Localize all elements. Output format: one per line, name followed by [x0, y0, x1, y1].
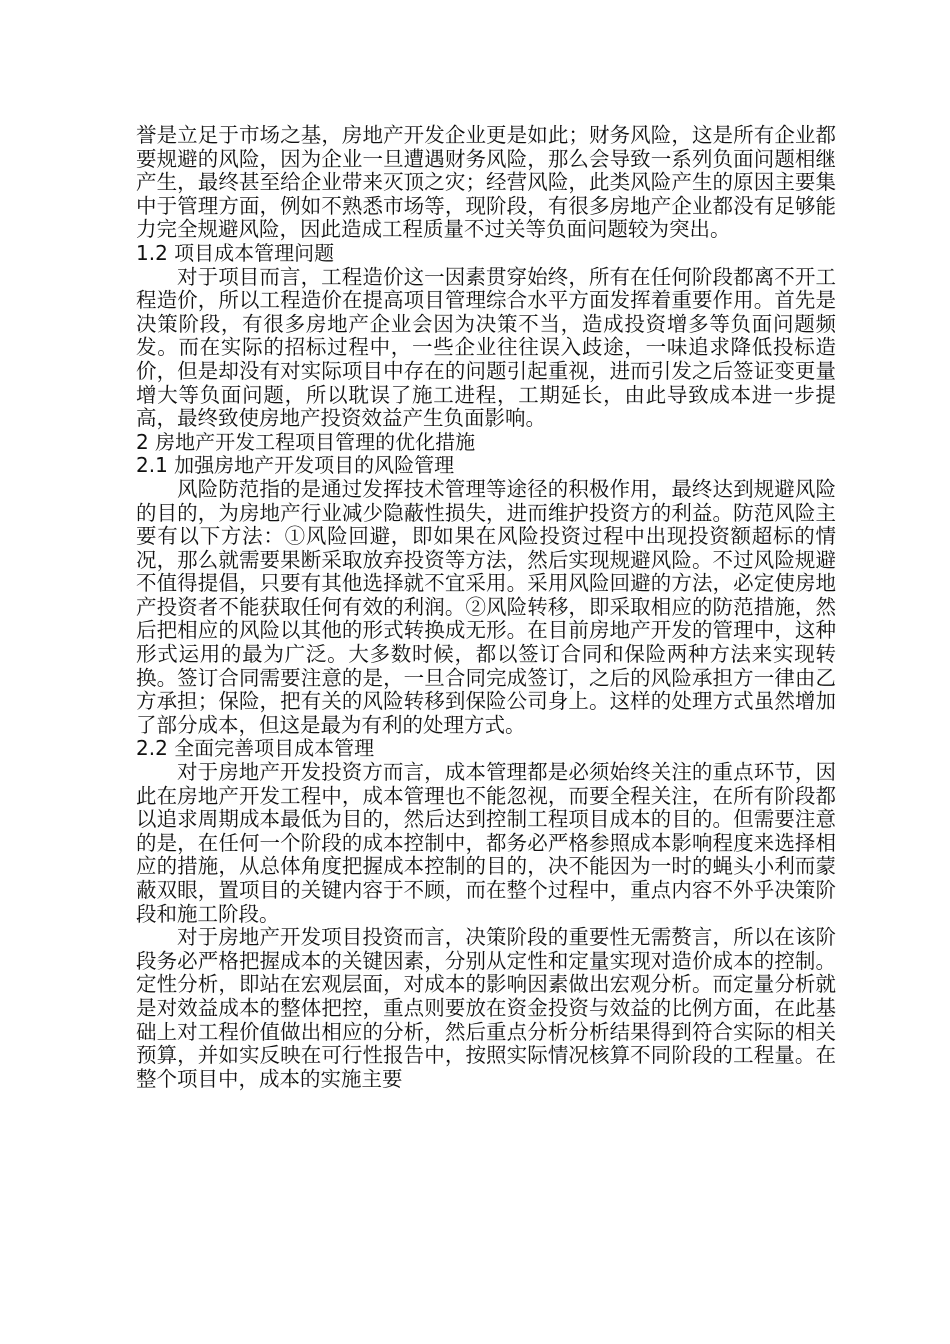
paragraph-project-cost-problems: 对于项目而言，工程造价这一因素贯穿始终，所有在任何阶段都离不开工程造价，所以工程造价在提高项目管理综合水平方面发挥着重要作用。首先是决策阶段，有很多房地产企业会因为决策不当，造成投资增多等负面问题频发。而在实际的招标过程中，一些企业往往误入歧途，一味追求降低投标造价，但是却没有对实际项目中存在的问题引起重视，进而引发之后签证变更量增大等负面问题，所以耽误了施工进程，工期延长，由此导致成本进一步提高，最终致使房地产投资效益产生负面影响。	[136, 264, 836, 431]
paragraph-decision-stage: 对于房地产开发项目投资而言，决策阶段的重要性无需赘言，所以在该阶段务必严格把握成本的关键因素，分别从定性和定量实现对造价成本的控制。定性分析，即站在宏观层面，对成本的影响因素做出宏观分析。而定量分析就是对效益成本的整体把控，重点则要放在资金投资与效益的比例方面，在此基础上对工程价值做出相应的分析，然后重点分析分析结果得到符合实际的相关预算，并如实反映在可行性报告中，按照实际情况核算不同阶段的工程量。在整个项目中，成本的实施主要	[136, 925, 836, 1091]
section-heading-2: 2 房地产开发工程项目管理的优化措施	[136, 429, 476, 454]
paragraph-risk-types-continued: 誉是立足于市场之基，房地产开发企业更是如此；财务风险，这是所有企业都要规避的风险，因为企业一旦遭遇财务风险，那么会导致一系列负面问题相继产生，最终甚至给企业带来灭顶之灾；经营风险，此类风险产生的原因主要集中于管理方面，例如不熟悉市场等，现阶段，有很多房地产企业都没有足够能力完全规避风险，因此造成工程质量不过关等负面问题较为突出。	[136, 123, 836, 242]
section-heading-2-1: 2.1 加强房地产开发项目的风险管理	[136, 453, 455, 478]
section-heading-1-2: 1.2 项目成本管理问题	[136, 240, 335, 265]
section-heading-2-2: 2.2 全面完善项目成本管理	[136, 736, 375, 761]
document-body	[136, 124, 836, 1091]
paragraph-cost-management: 对于房地产开发投资方而言，成本管理都是必须始终关注的重点环节，因此在房地产开发工程中，成本管理也不能忽视，而要全程关注，在所有阶段都以追求周期成本最低为目的，然后达到控制工程项目成本的目的。但需要注意的是，在任何一个阶段的成本控制中，都务必严格参照成本影响程度来选择相应的措施，从总体角度把握成本控制的目的，决不能因为一时的蝇头小利而蒙蔽双眼，置项目的关键内容于不顾，而在整个过程中，重点内容不外乎决策阶段和施工阶段。	[136, 760, 836, 926]
paragraph-risk-management: 风险防范指的是通过发挥技术管理等途径的积极作用，最终达到规避风险的目的，为房地产行业减少隐蔽性损失，进而维护投资方的利益。防范风险主要有以下方法：①风险回避，即如果在风险投资过程中出现投资额超标的情况，那么就需要果断采取放弃投资等方法，然后实现规避风险。不过风险规避不值得提倡，只要有其他选择就不宜采用。采用风险回避的方法，必定使房地产投资者不能获取任何有效的利润。②风险转移，即采取相应的防范措施，然后把相应的风险以其他的形式转换成无形。在目前房地产开发的管理中，这种形式运用的最为广泛。大多数时候，都以签订合同和保险两种方法来实现转换。签订合同需要注意的是，一旦合同完成签订，之后的风险承担方一律由乙方承担；保险，把有关的风险转移到保险公司身上。这样的处理方式虽然增加了部分成本，但这是最为有利的处理方式。	[136, 476, 836, 737]
